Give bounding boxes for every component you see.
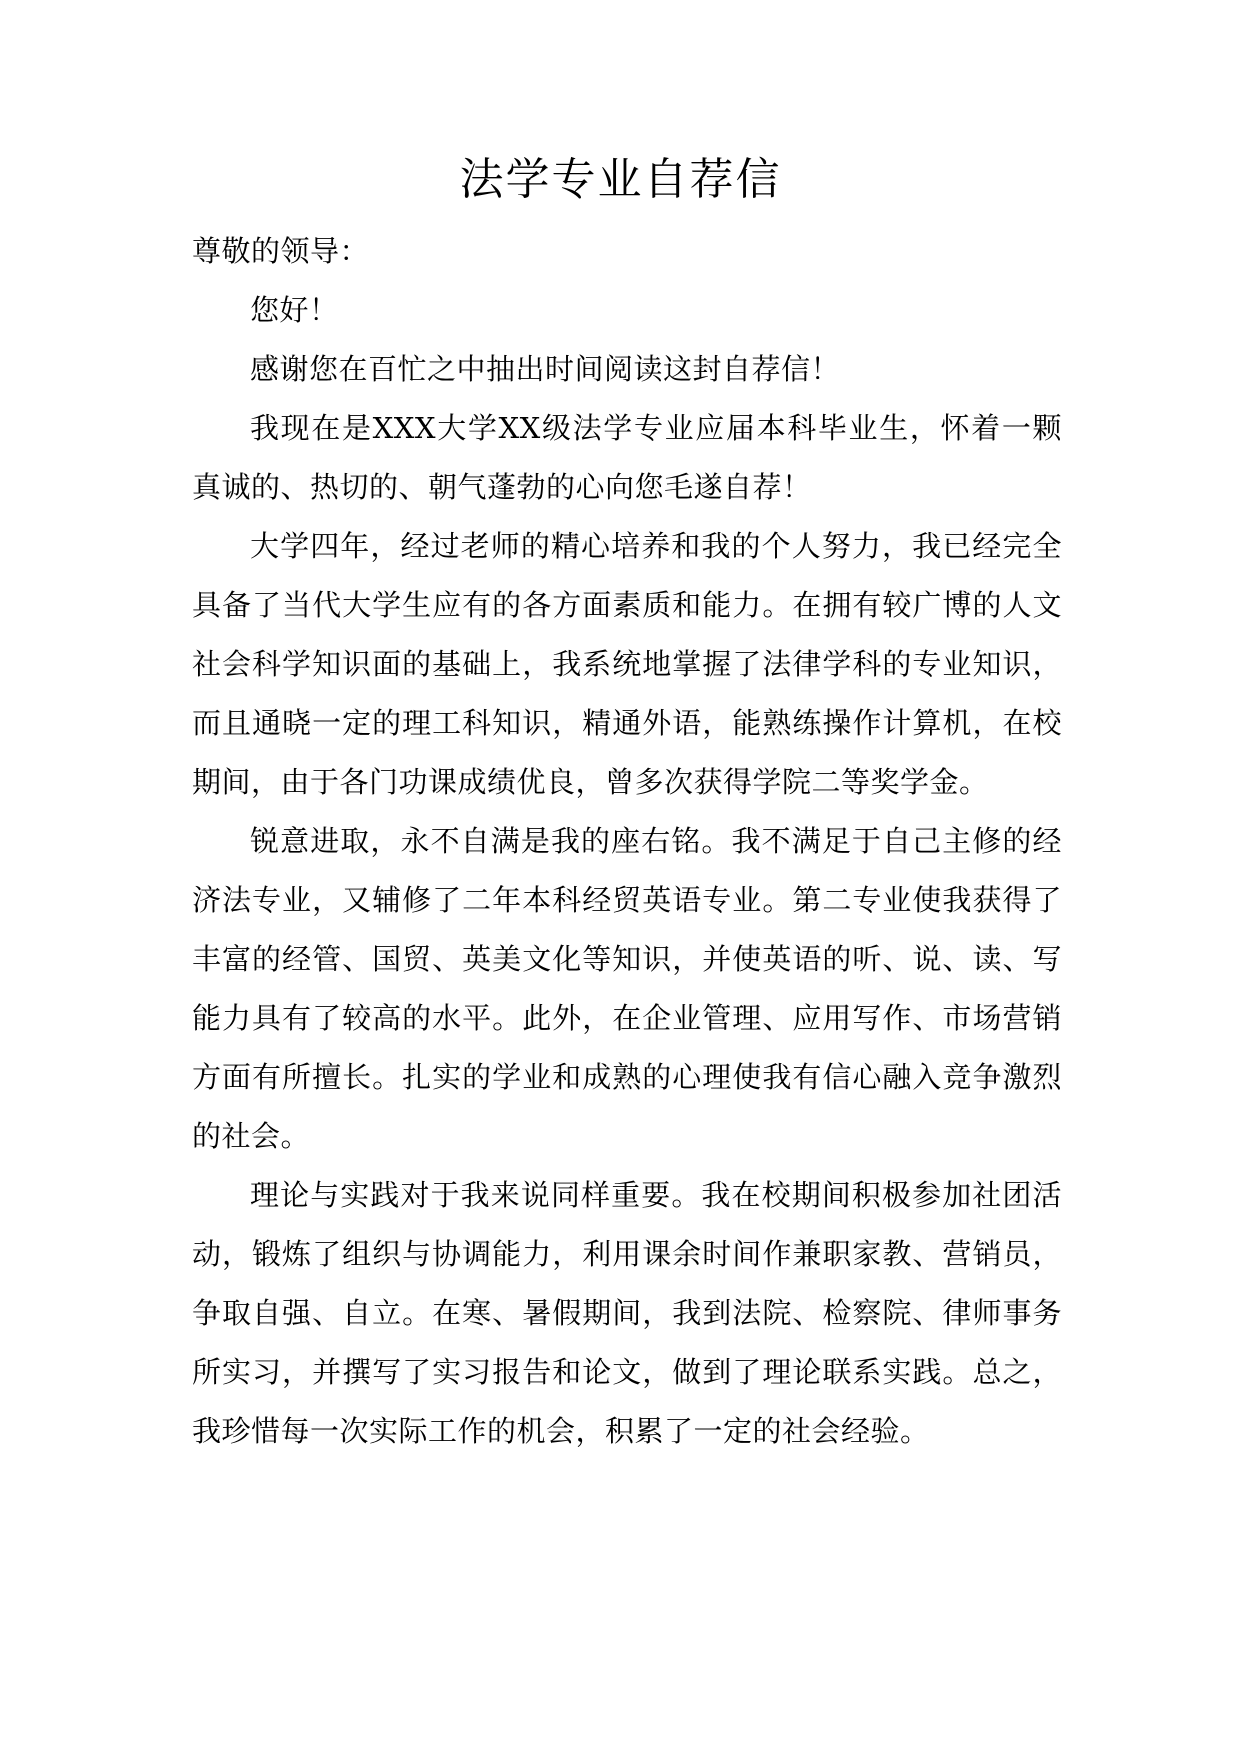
document-title: 法学专业自荐信 [459,154,782,205]
letter-body [192,222,1062,1461]
intro-paragraph: 我现在是XXX大学XX级法学专业应届本科毕业生，怀着一颗真诚的、热切的、朝气蓬勃的心向您毛遂自荐！ [192,411,1062,504]
salutation: 尊敬的领导： [192,234,370,268]
education-paragraph: 大学四年，经过老师的精心培养和我的个人努力，我已经完全具备了当代大学生应有的各方面素质和能力。在拥有较广博的人文社会科学知识面的基础上，我系统地掌握了法律学科的专业知识，而且通晓一定的理工科知识，精通外语，能熟练操作计算机，在校期间，由于各门功课成绩优良，曾多次获得学院二等奖学金。 [192,529,1062,799]
thanks-paragraph: 感谢您在百忙之中抽出时间阅读这封自荐信！ [250,352,841,386]
practice-paragraph: 理论与实践对于我来说同样重要。我在校期间积极参加社团活动，锻炼了组织与协调能力，利用课余时间作兼职家教、营销员，争取自强、自立。在寒、暑假期间，我到法院、检察院、律师事务所实习，并撰写了实习报告和论文，做到了理论联系实践。总之，我珍惜每一次实际工作的机会，积累了一定的社会经验。 [192,1178,1062,1448]
motto-paragraph: 锐意进取，永不自满是我的座右铭。我不满足于自己主修的经济法专业，又辅修了二年本科经贸英语专业。第二专业使我获得了丰富的经管、国贸、英美文化等知识，并使英语的听、说、读、写能力具有了较高的水平。此外，在企业管理、应用写作、市场营销方面有所擅长。扎实的学业和成熟的心理使我有信心融入竞争激烈的社会。 [192,824,1062,1153]
greeting-paragraph: 您好！ [250,293,339,327]
